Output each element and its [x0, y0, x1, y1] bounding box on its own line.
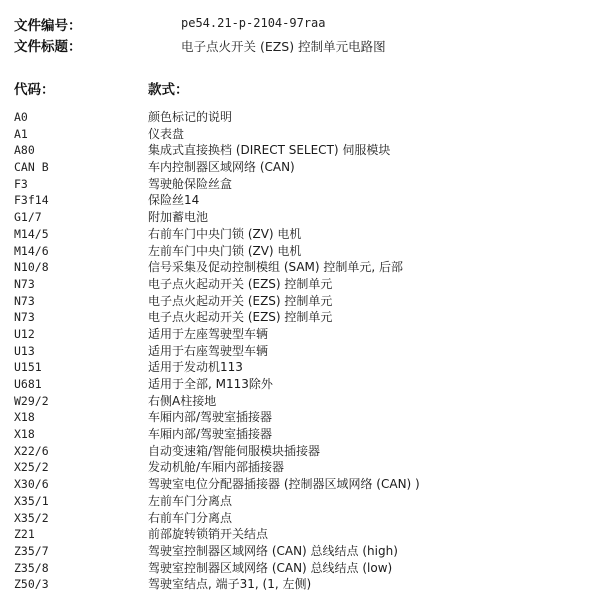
component-description: 左前车门中央门锁 (ZV) 电机 — [148, 243, 302, 258]
list-item — [0, 476, 604, 493]
component-description: 驾驶室电位分配器插接器 (控制器区域网络 (CAN) ) — [148, 477, 420, 492]
component-code: N73 — [14, 310, 35, 325]
component-description: 电子点火起动开关 (EZS) 控制单元 — [148, 276, 333, 291]
list-item — [0, 343, 604, 360]
component-description: 电子点火起动开关 (EZS) 控制单元 — [148, 310, 333, 325]
list-item — [0, 409, 604, 426]
list-item — [0, 443, 604, 460]
description-column-header: 款式： — [148, 82, 189, 98]
list-item — [0, 209, 604, 226]
list-item — [0, 493, 604, 510]
list-item — [0, 393, 604, 410]
list-item — [0, 176, 604, 193]
list-item — [0, 192, 604, 209]
list-item — [0, 309, 604, 326]
component-description: 车内控制器区域网络 (CAN) — [148, 160, 295, 175]
list-item — [0, 459, 604, 476]
component-description: 颜色标记的说明 — [148, 110, 233, 124]
component-description: 车厢内部/驾驶室插接器 — [148, 427, 273, 442]
component-code: X35/1 — [14, 493, 49, 508]
list-item — [0, 159, 604, 176]
component-code: Z21 — [14, 527, 35, 542]
component-description: 右前车门分离点 — [148, 510, 233, 525]
list-item — [0, 142, 604, 159]
doc-number-value: pe54.21-p-2104-97raa — [181, 16, 326, 30]
component-description: 驾驶舱保险丝盒 — [148, 176, 233, 191]
component-code: X30/6 — [14, 477, 49, 492]
component-code: Z35/8 — [14, 560, 49, 575]
list-item — [0, 276, 604, 293]
component-description: 驾驶室控制器区域网络 (CAN) 总线结点 (low) — [148, 560, 393, 575]
list-item — [0, 326, 604, 343]
list-item — [0, 560, 604, 577]
component-code: X18 — [14, 410, 35, 425]
component-description: 集成式直接换档 (DIRECT SELECT) 伺服模块 — [148, 143, 391, 158]
component-code: CAN B — [14, 160, 49, 175]
component-code: W29/2 — [14, 393, 49, 408]
component-description: 附加蓄电池 — [148, 210, 209, 225]
component-description: 右侧A柱接地 — [148, 393, 217, 408]
component-list — [0, 109, 604, 593]
component-code: X18 — [14, 427, 35, 442]
component-description: 信号采集及促动控制模组 (SAM) 控制单元, 后部 — [148, 260, 404, 275]
component-code: X35/2 — [14, 510, 49, 525]
component-description: 前部旋转锁销开关结点 — [148, 527, 269, 542]
component-code: N10/8 — [14, 260, 49, 275]
component-description: 右前车门中央门锁 (ZV) 电机 — [148, 226, 302, 241]
component-code: U12 — [14, 326, 35, 341]
component-description: 自动变速箱/智能伺服模块插接器 — [148, 443, 321, 458]
list-item — [0, 526, 604, 543]
component-code: U681 — [14, 377, 42, 391]
component-code: M14/5 — [14, 226, 49, 241]
component-code: X25/2 — [14, 460, 49, 475]
component-description: 左前车门分离点 — [148, 493, 233, 508]
component-description: 适用于右座驾驶型车辆 — [148, 343, 269, 358]
component-code: X22/6 — [14, 443, 49, 458]
list-item — [0, 510, 604, 527]
list-item — [0, 543, 604, 560]
list-item — [0, 243, 604, 260]
list-item — [0, 426, 604, 443]
component-code: Z50/3 — [14, 577, 49, 592]
doc-title-value: 电子点火开关 (EZS) 控制单元电路图 — [181, 39, 386, 54]
doc-title-label: 文件标题： — [14, 39, 82, 55]
list-item — [0, 576, 604, 593]
component-description: 驾驶室控制器区域网络 (CAN) 总线结点 (high) — [148, 543, 398, 558]
component-code: F3 — [14, 176, 28, 191]
component-code: U151 — [14, 360, 42, 375]
list-item — [0, 376, 604, 393]
component-description: 适用于左座驾驶型车辆 — [148, 326, 269, 341]
list-item — [0, 259, 604, 276]
component-code: F3f14 — [14, 193, 49, 208]
code-column-header: 代码： — [14, 82, 55, 98]
component-code: N73 — [14, 276, 35, 291]
component-description: 仪表盘 — [148, 126, 185, 141]
list-item — [0, 126, 604, 143]
component-description: 车厢内部/驾驶室插接器 — [148, 410, 273, 425]
component-description: 适用于全部, M113除外 — [148, 377, 273, 391]
component-code: A0 — [14, 110, 28, 124]
component-description: 适用于发动机113 — [148, 360, 243, 375]
list-item — [0, 226, 604, 243]
list-item — [0, 359, 604, 376]
component-description: 电子点火起动开关 (EZS) 控制单元 — [148, 293, 333, 308]
doc-number-label: 文件编号： — [14, 18, 82, 34]
component-code: A80 — [14, 143, 35, 158]
component-code: Z35/7 — [14, 543, 49, 558]
component-description: 驾驶室结点, 端子31, (1, 左侧) — [148, 577, 312, 592]
component-code: A1 — [14, 126, 28, 141]
component-description: 发动机舱/车厢内部插接器 — [148, 460, 285, 475]
list-item — [0, 109, 604, 126]
component-code: M14/6 — [14, 243, 49, 258]
component-description: 保险丝14 — [148, 193, 200, 208]
component-code: U13 — [14, 343, 35, 358]
component-code: N73 — [14, 293, 35, 308]
list-item — [0, 293, 604, 310]
component-code: G1/7 — [14, 210, 42, 225]
